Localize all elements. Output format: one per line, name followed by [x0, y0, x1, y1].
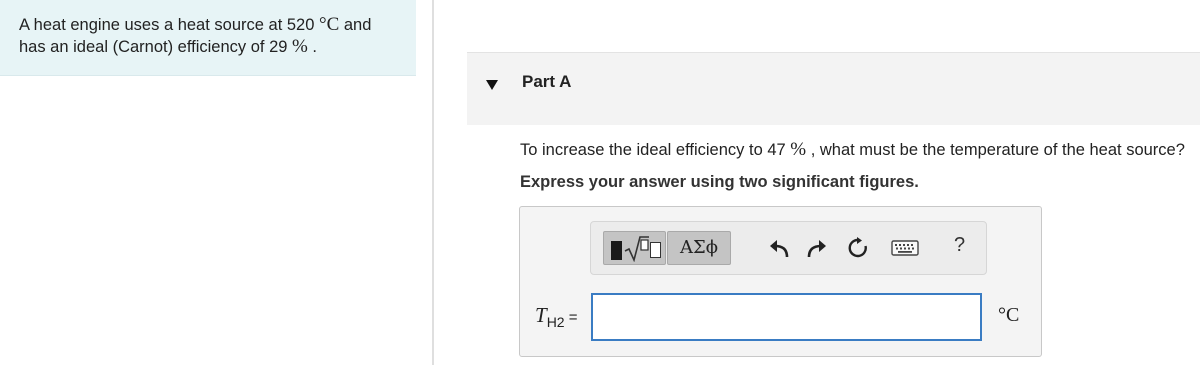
- answer-input[interactable]: [591, 293, 982, 341]
- keyboard-icon[interactable]: [891, 237, 919, 259]
- variable-label: [535, 303, 578, 328]
- help-icon[interactable]: ?: [954, 234, 966, 256]
- answer-instruction: Express your answer using two significant figures.: [520, 173, 919, 191]
- template-fill-icon: [611, 241, 622, 260]
- problem-line-1: [19, 14, 416, 36]
- reset-icon[interactable]: [846, 237, 870, 259]
- answer-area: [519, 206, 1042, 357]
- variable-subscript: H2: [546, 314, 565, 330]
- percent-unit: %: [790, 139, 807, 160]
- sqrt-icon: [624, 234, 650, 262]
- question-text-end: , what must be the temperature of the heat source?: [806, 141, 1185, 159]
- problem-text: and: [339, 16, 372, 34]
- problem-text: has an ideal (Carnot) efficiency of 29: [19, 38, 293, 56]
- part-a-header[interactable]: [467, 52, 1200, 125]
- question-text: [520, 139, 1185, 161]
- problem-text: A heat engine uses a heat source at 520: [19, 16, 319, 34]
- answer-unit: °C: [998, 304, 1020, 326]
- problem-line-2: [19, 36, 416, 58]
- percent-unit: %: [292, 36, 308, 57]
- templates-icon[interactable]: [603, 231, 666, 265]
- undo-icon[interactable]: [768, 237, 792, 259]
- problem-text: .: [307, 38, 318, 56]
- question-text-start: To increase the ideal efficiency to 47: [520, 141, 791, 159]
- temperature-unit: °C: [318, 14, 340, 35]
- equals-sign: =: [564, 309, 578, 326]
- variable-symbol: T: [535, 303, 547, 327]
- greek-symbols-icon[interactable]: ΑΣϕ: [667, 231, 731, 265]
- collapse-triangle-icon[interactable]: [486, 80, 498, 90]
- problem-statement: [0, 0, 416, 76]
- column-divider: [432, 0, 434, 365]
- redo-icon[interactable]: [804, 237, 828, 259]
- math-toolbar: [590, 221, 987, 275]
- template-box-icon: [650, 242, 661, 258]
- part-title: Part A: [522, 72, 572, 91]
